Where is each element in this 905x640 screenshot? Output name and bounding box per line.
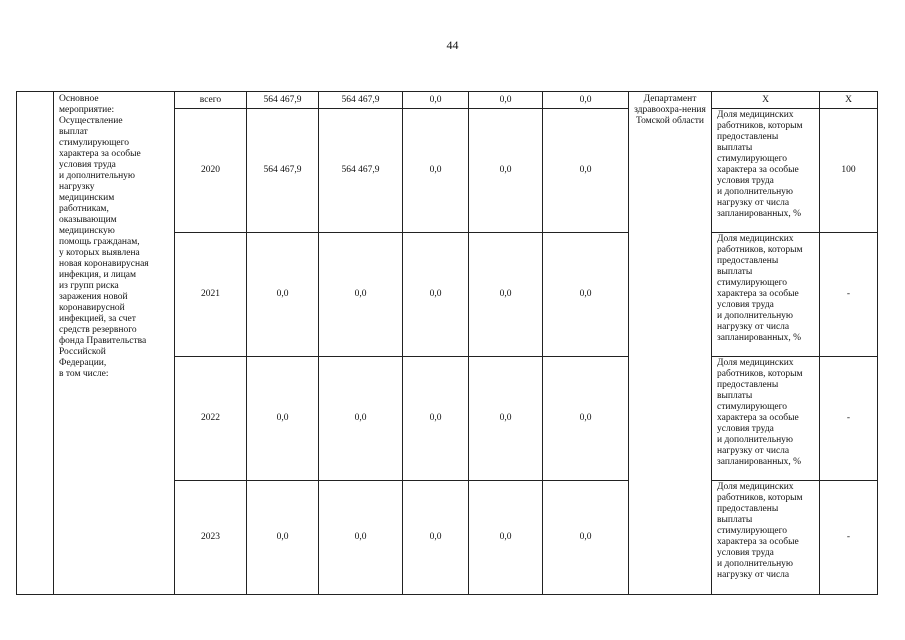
measure-name: Основное мероприятие: Осуществление выплат стимулирующего характера за особые условия труда и дополнительную нагрузку медицинским работникам, оказывающим медицинскую помощь гражданам, у которых выявлена новая коронавирусная инфекция, и лицам из групп риска заражения новой коронавирусной инфекцией, за счет средств резервного фонда Правительства Российской Федерации, в том числе:	[59, 94, 149, 379]
value-cell: 0,0	[403, 92, 469, 109]
indicator-cell	[712, 357, 820, 481]
row-number-cell	[17, 92, 54, 595]
value-cell: 564 467,9	[247, 109, 319, 233]
value-cell: 0,0	[543, 357, 629, 481]
year-cell: 2022	[175, 357, 247, 481]
value-cell: 0,0	[319, 233, 403, 357]
target-cell: X	[820, 92, 878, 109]
indicator-text: Доля медицинских работников, которым предоставлены выплаты стимулирующего характера за особые условия труда и дополнительную нагрузку от числа	[717, 482, 803, 580]
value-cell: 0,0	[403, 481, 469, 595]
value-cell: 0,0	[319, 357, 403, 481]
year-cell: 2023	[175, 481, 247, 595]
value-cell: 0,0	[469, 481, 543, 595]
value-cell: 0,0	[543, 481, 629, 595]
department-cell: Департамент здравоохра-нения Томской области	[629, 92, 712, 595]
indicator-text: Доля медицинских работников, которым предоставлены выплаты стимулирующего характера за особые условия труда и дополнительную нагрузку от числа запланированных, %	[717, 234, 803, 343]
page-number: 44	[446, 38, 459, 52]
indicator-cell: X	[712, 92, 820, 109]
target-cell: -	[820, 481, 878, 595]
value-cell: 0,0	[247, 357, 319, 481]
value-cell: 0,0	[543, 233, 629, 357]
year-cell: всего	[175, 92, 247, 109]
value-cell: 564 467,9	[319, 92, 403, 109]
value-cell: 0,0	[543, 109, 629, 233]
table-row	[17, 92, 878, 109]
indicator-text: Доля медицинских работников, которым предоставлены выплаты стимулирующего характера за особые условия труда и дополнительную нагрузку от числа запланированных, %	[717, 358, 803, 467]
program-table	[16, 91, 878, 595]
value-cell: 0,0	[469, 92, 543, 109]
indicator-cell	[712, 481, 820, 595]
value-cell: 0,0	[247, 233, 319, 357]
value-cell: 0,0	[403, 233, 469, 357]
value-cell: 0,0	[247, 481, 319, 595]
value-cell: 0,0	[469, 233, 543, 357]
target-cell: -	[820, 357, 878, 481]
value-cell: 0,0	[403, 109, 469, 233]
indicator-cell	[712, 233, 820, 357]
target-cell: 100	[820, 109, 878, 233]
indicator-text: Доля медицинских работников, которым предоставлены выплаты стимулирующего характера за особые условия труда и дополнительную нагрузку от числа запланированных, %	[717, 110, 803, 219]
target-cell: -	[820, 233, 878, 357]
value-cell: 0,0	[543, 92, 629, 109]
year-cell: 2020	[175, 109, 247, 233]
value-cell: 0,0	[319, 481, 403, 595]
value-cell: 0,0	[469, 109, 543, 233]
value-cell: 564 467,9	[319, 109, 403, 233]
year-cell: 2021	[175, 233, 247, 357]
value-cell: 0,0	[403, 357, 469, 481]
indicator-cell	[712, 109, 820, 233]
value-cell: 564 467,9	[247, 92, 319, 109]
measure-name-cell	[54, 92, 175, 595]
value-cell: 0,0	[469, 357, 543, 481]
